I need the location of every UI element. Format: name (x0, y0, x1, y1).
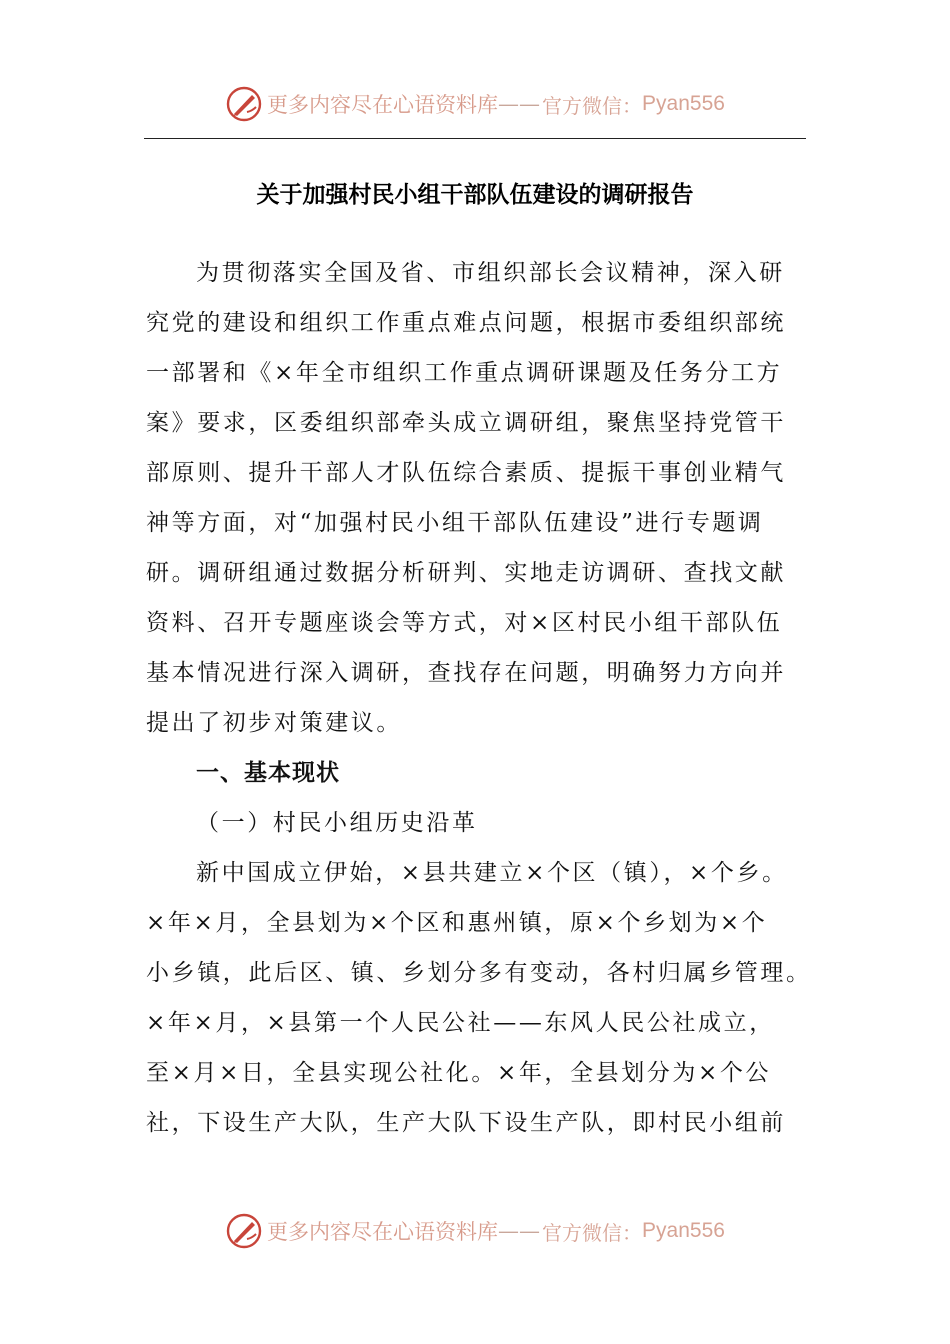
text-line: 一部署和《×年全市组织工作重点调研课题及任务分工方 (146, 360, 783, 386)
banner-separator: —— (498, 92, 541, 116)
section-heading: 一、基本现状 (196, 760, 340, 786)
footer-banner (0, 1207, 950, 1255)
text-line: 神等方面，对“加强村民小组干部队伍建设”进行专题调 (146, 510, 764, 536)
text-line: ×年×月，全县划为×个区和惠州镇，原×个乡划为×个 (146, 910, 768, 936)
subsection-heading: （一）村民小组历史沿革 (196, 810, 478, 836)
text-line: 新中国成立伊始，×县共建立×个区（镇），×个乡。 (196, 860, 788, 886)
text-line: 提出了初步对策建议。 (146, 710, 402, 736)
text-line: 部原则、提升干部人才队伍综合素质、提振干事创业精气 (146, 460, 786, 486)
text-line: 为贯彻落实全国及省、市组织部长会议精神，深入研 (196, 260, 785, 286)
text-line: 资料、召开专题座谈会等方式，对×区村民小组干部队伍 (146, 610, 783, 636)
banner-wechat-id: Pyan556 (642, 92, 725, 115)
text-line: 小乡镇，此后区、镇、乡划分多有变动，各村归属乡管理。 (146, 960, 812, 986)
pen-logo-icon (225, 1212, 263, 1250)
pen-logo-icon (225, 85, 263, 123)
banner-separator: —— (498, 1219, 541, 1243)
header-divider (144, 138, 806, 139)
header-banner (0, 80, 950, 128)
text-line: 研。调研组通过数据分析研判、实地走访调研、查找文献 (146, 560, 786, 586)
document-title: 关于加强村民小组干部队伍建设的调研报告 (256, 182, 694, 208)
banner-wechat-label: 官方微信： (542, 1220, 643, 1245)
text-line: 基本情况进行深入调研，查找存在问题，明确努力方向并 (146, 660, 786, 686)
banner-text: 更多内容尽在心语资料库 (267, 93, 499, 117)
document-body (146, 248, 812, 1148)
text-line: 案》要求，区委组织部牵头成立调研组，聚焦坚持党管干 (146, 410, 786, 436)
banner-text: 更多内容尽在心语资料库 (267, 1220, 499, 1244)
text-line: 究党的建设和组织工作重点难点问题，根据市委组织部统 (146, 310, 786, 336)
banner-wechat-id: Pyan556 (642, 1219, 725, 1242)
text-line: ×年×月，×县第一个人民公社——东风人民公社成立， (146, 1010, 775, 1036)
text-line: 社，下设生产大队，生产大队下设生产队，即村民小组前 (146, 1110, 786, 1136)
banner-wechat-label: 官方微信： (542, 93, 643, 118)
text-line: 至×月×日，全县实现公社化。×年，全县划分为×个公 (146, 1060, 772, 1086)
